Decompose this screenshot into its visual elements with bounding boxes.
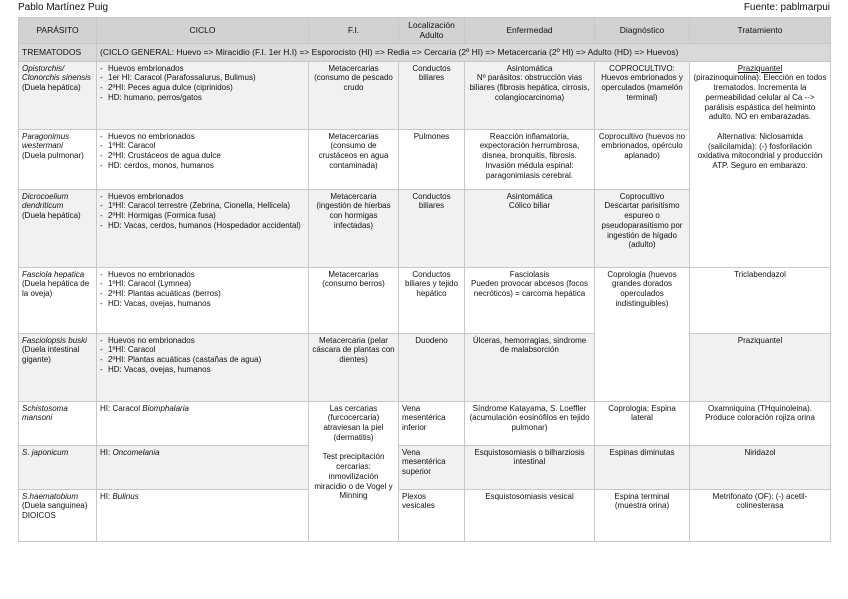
fi-cell: Metacercaria (ingestión de hierbas con hormigas infectadas) <box>309 189 399 267</box>
cycle-item: - 1er HI: Caracol (Parafossalurus, Bulimus) <box>100 73 305 83</box>
location-cell: Pulmones <box>399 129 465 189</box>
location-cell: Vena mesentérica inferior <box>399 401 465 445</box>
cycle-item: - Huevos no embrionados <box>100 336 305 346</box>
location-cell: Conductos biliares <box>399 189 465 267</box>
disease-cell: Fasciolasis Pueden provocar abcesos (focos necróticos) = carcoma hepática <box>465 267 595 333</box>
treatment-drug: Praziquantel <box>737 63 783 73</box>
col-parasito: PARÁSITO <box>19 18 97 44</box>
cycle-genus: Biomphalaria <box>142 403 189 413</box>
cycle-item: - HD: cerdos, monos, humanos <box>100 161 305 171</box>
parasite-extra: (Duela pulmonar) <box>22 151 84 161</box>
table-row <box>19 401 831 445</box>
treatment-cell: Oxamniquina (THquinoleina). Produce coloración rojiza orina <box>690 401 831 445</box>
cycle-item: - HD: Vacas, ovejas, humanos <box>100 299 305 309</box>
fi-cell: Las cercarias (furcocercaria) atraviesan la piel (dermatitis) Test precipitación cercarias: inmovilización miracidio o de Vogel y Minning <box>309 401 399 541</box>
cycle-prefix: HI: <box>100 491 113 501</box>
cycle-item: - 1ºHI: Caracol <box>100 345 305 355</box>
cycle-cell <box>97 401 309 445</box>
location-cell: Duodeno <box>399 333 465 401</box>
diagnosis-cell: Coprologia (huevos grandes dorados operculados indistinguibles) <box>595 267 690 401</box>
diagnosis-cell: Espinas diminutas <box>595 445 690 489</box>
parasite-extra: (Duela sanguinea) DIOICOS <box>22 501 88 521</box>
fi-cell: Metacercarias (consumo de crustáceos en agua contaminada) <box>309 129 399 189</box>
cycle-item: - 1ºHI: Caracol terrestre (Zebrina, Cionella, Hellicela) <box>100 201 305 211</box>
parasite-name: Paragonimus westermani <box>22 131 70 151</box>
location-cell: Conductos biliares <box>399 61 465 129</box>
fi-cell: Metacercarias (consumo berros) <box>309 267 399 333</box>
cycle-item: - Huevos no embrionados <box>100 270 305 280</box>
col-localizacion: Localización Adulto <box>399 18 465 44</box>
location-cell: Vena mesentérica superior <box>399 445 465 489</box>
parasite-extra: (Duela hepática) <box>22 211 81 221</box>
parasite-name: Fasciolopsis buski <box>22 335 87 345</box>
cycle-cell <box>97 489 309 541</box>
parasite-name: S.haematobium <box>22 491 79 501</box>
col-tratamiento: Tratamiento <box>690 18 831 44</box>
cycle-item: - 1ºHI: Caracol (Lymnea) <box>100 279 305 289</box>
parasite-name: Fasciola hepatica <box>22 269 85 279</box>
col-fi: F.I. <box>309 18 399 44</box>
cycle-item: - 2ºHI: Plantas acuáticas (berros) <box>100 289 305 299</box>
cycle-list <box>100 64 305 103</box>
cycle-prefix: HI: <box>100 447 113 457</box>
col-diagnostico: Diagnóstico <box>595 18 690 44</box>
table-row <box>19 61 831 129</box>
shared-treatment-cell <box>690 61 831 267</box>
table-row <box>19 489 831 541</box>
treatment-cell: Praziquantel <box>690 333 831 401</box>
parasite-extra: (Duela hepática) <box>22 83 81 93</box>
group-label: TREMATODOS <box>19 43 97 61</box>
diagnosis-cell: Coprocultivo Descartar parisitismo espureo o pseudoparasitismo por ingestión de hígado (adulto) <box>595 189 690 267</box>
cycle-list <box>100 132 305 171</box>
cycle-item: - 1ºHI: Caracol <box>100 141 305 151</box>
disease-cell: Síndrome Katayama, S. Loeffler (acumulación eosinófilos en tejido pulmonar) <box>465 401 595 445</box>
author-label: Pablo Martínez Puig <box>18 2 109 13</box>
disease-cell: Esquistosomiasis o bilharziosis intestinal <box>465 445 595 489</box>
parasite-name: Schistosoma mansoni <box>22 403 68 423</box>
treatment-cell: Triclabendazol <box>690 267 831 333</box>
cycle-item: - 2ºHI: Plantas acuáticas (castañas de agua) <box>100 355 305 365</box>
parasite-extra: (Duela intestinal gigante) <box>22 345 80 365</box>
cycle-item: - HD: Vacas, cerdos, humanos (Hospedador accidental) <box>100 221 305 231</box>
cycle-genus: Bulinus <box>112 491 139 501</box>
table-row <box>19 445 831 489</box>
treatment-cell: Metrifonato (OF): (-) acetil-colinesterasa <box>690 489 831 541</box>
cycle-item: - HD: humano, perros/gatos <box>100 93 305 103</box>
cycle-item: - Huevos no embrionados <box>100 132 305 142</box>
diagnosis-cell: COPROCULTIVO: Huevos embrionados y operculados (mamelón terminal) <box>595 61 690 129</box>
cycle-genus: Oncomelania <box>112 447 160 457</box>
cycle-item: - 2ºHI: Crustáceos de agua dulce <box>100 151 305 161</box>
fi-cell: Metacercarias (consumo de pescado crudo <box>309 61 399 129</box>
table-row <box>19 333 831 401</box>
disease-cell: Úlceras, hemorragias, sindrome de malabsorción <box>465 333 595 401</box>
table-row <box>19 267 831 333</box>
diagnosis-cell: Espina terminal (muestra orina) <box>595 489 690 541</box>
cycle-item: - 2ºHI: Peces agua dulce (ciprinidos) <box>100 83 305 93</box>
cycle-item: - Huevos embrionados <box>100 64 305 74</box>
cycle-prefix: HI: Caracol <box>100 403 143 413</box>
disease-cell: Asintomática Nº parásitos: obstrucción vias biliares (fibrosis hepática, cirrosis, colangiocarcinoma) <box>465 61 595 129</box>
treatment-text: (pirazinoquinolina): Elección en todos trematodos. Incrementa la permeabilidad celular al Ca --> parálisis espástica del helminto adulto. NO en embarazadas. <box>693 73 827 122</box>
parasite-name: S. japonicum <box>22 447 69 457</box>
cycle-item: - 2ºHI: Hormigas (Formica fusa) <box>100 211 305 221</box>
location-cell: Plexos vesicales <box>399 489 465 541</box>
diagnosis-cell: Coprologia: Espina lateral <box>595 401 690 445</box>
cycle-cell <box>97 445 309 489</box>
trematodes-table <box>18 17 831 542</box>
location-cell: Conductos biliares y tejido hepático <box>399 267 465 333</box>
disease-cell: Esquistosomiasis vesical <box>465 489 595 541</box>
treatment-cell: Niridazol <box>690 445 831 489</box>
fi-cell: Metacercaria (pelar cáscara de plantas con dientes) <box>309 333 399 401</box>
cycle-item: - HD: Vacas, ovejas, humanos <box>100 365 305 375</box>
cycle-list <box>100 192 305 231</box>
group-cycle: (CICLO GENERAL: Huevo => Miracidio (F.I. 1er H.I) => Esporocisto (HI) => Redia => Cercaria (2º HI) => Metacercaria (2º HI) => Adulto (HD) => Huevos) <box>97 43 831 61</box>
col-enfermedad: Enfermedad <box>465 18 595 44</box>
disease-cell: Asintomática Cólico biliar <box>465 189 595 267</box>
group-row <box>19 43 831 61</box>
diagnosis-cell: Coprocultivo (huevos no embrionados, opérculo aplanado) <box>595 129 690 189</box>
cycle-list <box>100 270 305 309</box>
col-ciclo: CICLO <box>97 18 309 44</box>
parasite-extra: (Duela hepática de la oveja) <box>22 279 90 299</box>
treatment-alternative: Alternativa: Niclosamida (salicilamida): (-) fosforilación oxidativa mitocondrial y producción ATP. Seguro en embarazo. <box>697 131 823 171</box>
cycle-item: - Huevos embrionados <box>100 192 305 202</box>
cycle-list <box>100 336 305 375</box>
parasite-name: Dicrocoelium dendriticum <box>22 191 69 211</box>
parasite-name: Opistorchis/ Clonorchis sinensis <box>22 63 91 83</box>
header-row <box>19 18 831 44</box>
disease-cell: Reacción inflamatoria, expectoración herrumbrosa, disnea, bronquitis, fibrosis. Invasión médula espinal: paragonimiasis cerebral. <box>465 129 595 189</box>
source-label: Fuente: pablmarpui <box>743 2 830 13</box>
